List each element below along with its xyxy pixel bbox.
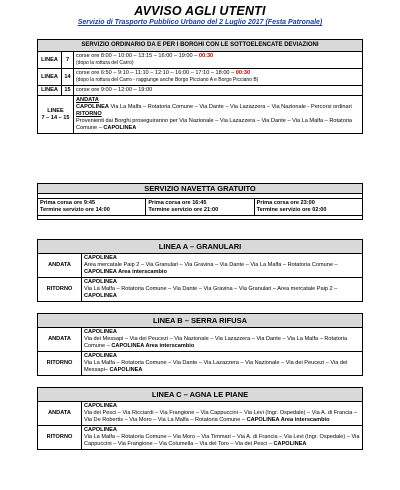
linee-combined-label [38,96,74,134]
ritorno-route-text: Via La Malfa – Rotatoria Comune – Via Dante – Via Gravina – Via Granulari – Area mercatale Paip 2 – [84,286,338,292]
ritorno-end: CAPOLINEA [109,367,143,373]
first-run-time: 16:45 [192,200,207,206]
linea-times [74,86,363,96]
andata-capolinea: CAPOLINEA [84,403,117,409]
andata-capolinea: CAPOLINEA [76,104,109,110]
ritorno-route-text: Via La Malfa – Rotatoria Comune – Via Moro – Via Timmari – Via A. di Francia – Via Levi (Ingr. Ospedale) – Via Cappuccini – Via Frangione – Via Columella – Via del Toro – Via dei Pesci – [84,434,360,447]
ritorno-route: Provenienti dai Borghi proseguiranno per Via Nazionale – Via Lazazzera – Via Dante – Via La Malfa – Rotatoria Comune – [76,118,353,131]
navetta-slot-2 [146,199,254,216]
linee-route [74,96,363,134]
linea-c-andata-row [38,402,363,426]
linea-c-table [37,387,363,450]
last-run-time: 00:30 [235,70,251,76]
ritorno-capolinea: CAPOLINEA [84,353,117,359]
andata-label: ANDATA [76,97,99,103]
end-service-label: Termine servizio ore [256,207,311,213]
linea-b-andata-row [38,328,363,352]
andata-route [82,402,363,426]
times-text: corse ore 6:50 – 9:10 – 11:10 – 12:10 – 16:00 – 17:10 – 18:00 – [76,70,236,76]
linea-14-row [38,69,363,86]
andata-capolinea: CAPOLINEA [84,255,117,261]
ritorno-label: RITORNO [38,426,82,450]
navetta-table [37,183,363,220]
linee-word: LINEE [47,107,64,114]
times-note: (dopo la rottura del Carro - raggiunge anche Borgo Picciano A e Borgo Picciano B) [76,77,259,83]
page-subtitle: Servizio di Trasporto Pubblico Urbano del 2 Luglio 2017 (Festa Patronale) [77,19,323,26]
navetta-slot-1 [38,199,146,216]
times-text: corse ore 9:00 – 12:00 – 19:00 [76,87,153,93]
linea-b-table [37,313,363,376]
linea-c-heading: LINEA C – AGNA LE PIANE [38,388,363,402]
end-service-time: 21:00 [203,207,219,213]
linea-a-ritorno-row [38,278,363,302]
times-text: corse ore 8:00 – 10:00 – 13:15 – 16:00 – 19:00 – [76,53,199,59]
first-run-label: Prima corsa ore [256,200,299,206]
linea-b-ritorno-row [38,352,363,376]
linea-label: LINEA [38,69,62,86]
andata-end: CAPOLINEA Area interscambio [111,343,195,349]
andata-route [82,254,363,278]
ritorno-end: CAPOLINEA [84,293,117,299]
end-service-label: Termine servizio ore [40,207,94,213]
ritorno-capolinea: CAPOLINEA [103,125,137,131]
andata-route-text: Via dei Messapi – Via dei Peucezi – Via Nazionale – Via Lazazzera – Via Dante – Via La Malfa – Rotatoria Comune – [84,336,348,349]
linea-15-row [38,86,363,96]
end-service-label: Termine servizio ore [148,207,203,213]
ritorno-capolinea: CAPOLINEA [84,279,117,285]
linea-a-andata-row [38,254,363,278]
times-note: (dopo la rottura del Carro) [76,60,134,66]
andata-label: ANDATA [38,254,82,278]
linea-number: 14 [62,69,74,86]
andata-route [82,328,363,352]
linea-number: 15 [62,86,74,96]
ritorno-label: RITORNO [76,111,102,117]
linee-combined-row [38,96,363,134]
andata-capolinea: CAPOLINEA [84,329,117,335]
end-service-time: 14:00 [95,207,110,213]
andata-route: Via La Malfa – Rotatoria Comune – Via Dante – Via Lazazzera – Via Nazionale - Percorsi ordinari [108,104,352,110]
linea-label: LINEA [38,86,62,96]
ritorno-capolinea: CAPOLINEA [84,427,117,433]
andata-route-text: Via dei Pesci – Via Ricciardi – Via Frangione – Via Cappuccini – Via Levi (Ingr. Ospedale) – Via A. di Francia – Via De Robertis – Via Moro – Via La Malfa – Rotatoria Comune – [84,410,358,423]
ritorno-label: RITORNO [38,352,82,376]
ritorno-route [82,426,363,450]
navetta-times-row [38,199,363,216]
first-run-time: 9:45 [83,200,96,206]
andata-end: CAPOLINEA Area interscambio [246,417,330,423]
linea-c-ritorno-row [38,426,363,450]
first-run-time: 23:00 [300,200,315,206]
page-title: AVVISO AGLI UTENTI [134,4,266,18]
ritorno-route-text: Via La Malfa – Rotatoria Comune – Via Dante – Via Lazazzera – Via Nazionale – Via dei Peucezi – Via dei Messapi– [84,360,348,373]
linee-numbers: 7 – 14 – 15 [41,114,70,121]
ritorno-route [82,278,363,302]
first-run-label: Prima corsa ore [40,200,83,206]
linea-a-table [37,239,363,302]
linea-a-heading: LINEA A – GRANULARI [38,240,363,254]
ordinario-heading: SERVIZIO ORDINARIO DA E PER I BORGHI CON LE SOTTOELENCATE DEVIAZIONI [38,40,363,52]
last-run-time: 00:30 [198,53,214,59]
first-run-label: Prima corsa ore [148,200,191,206]
linea-7-row [38,52,363,69]
ritorno-label: RITORNO [38,278,82,302]
ritorno-end: CAPOLINEA [273,441,307,447]
navetta-slot-3 [254,199,362,216]
linea-times [74,52,363,69]
navetta-heading: SERVIZIO NAVETTA GRATUITO [38,184,363,194]
andata-label: ANDATA [38,402,82,426]
linea-number: 7 [62,52,74,69]
ritorno-route [82,352,363,376]
end-service-time: 02:00 [312,207,327,213]
linea-b-heading: LINEA B – SERRA RIFUSA [38,314,363,328]
andata-label: ANDATA [38,328,82,352]
andata-route-text: Area mercatale Paip 2 – Via Granulari – Via Gravina – Via Dante – Via La Malfa – Rotatoria Comune – [84,262,338,268]
andata-end: CAPOLINEA Area interscambio [84,269,167,275]
linea-times [74,69,363,86]
ordinario-table [37,39,363,134]
linea-label: LINEA [38,52,62,69]
